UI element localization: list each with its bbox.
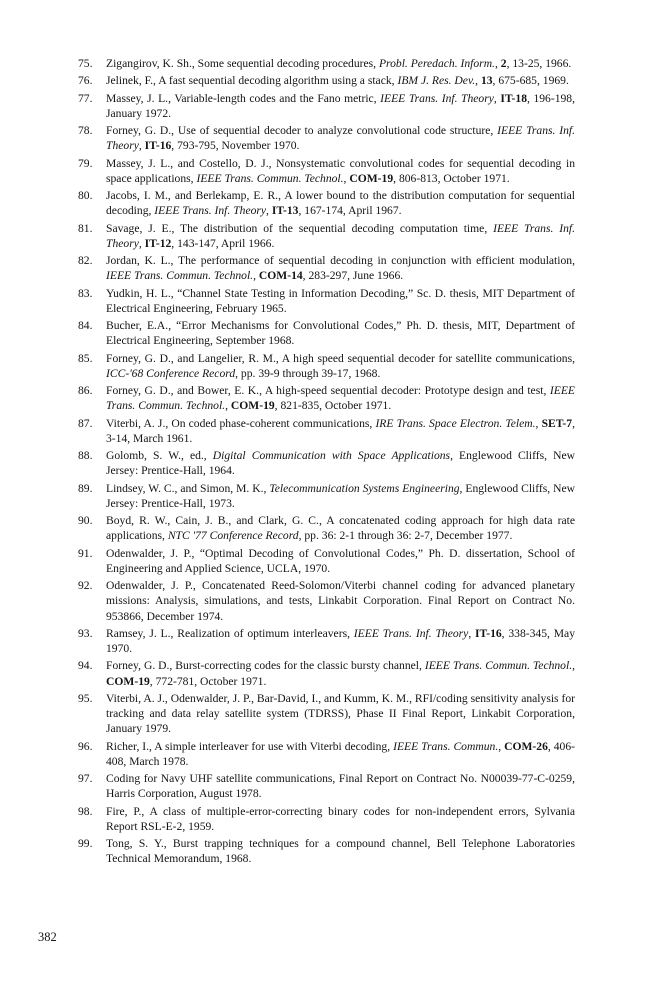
reference-volume: 13 (480, 74, 493, 88)
reference-segment: , 143-147, April 1966. (171, 236, 275, 250)
reference-source-title: IEEE Trans. Inf. Theory (106, 221, 575, 250)
reference-volume: COM-19 (349, 171, 394, 185)
reference-item (78, 836, 575, 866)
reference-text (106, 124, 575, 152)
reference-segment: Bucher, E.A., “Error Mechanisms for Convolutional Codes,” Ph. D. thesis, MIT, Department of Electrical Engineering, September 1968. (106, 319, 575, 348)
reference-segment: Richer, I., A simple interleaver for use with Viterbi decoding, (106, 739, 394, 753)
reference-source-title: Probl. Peredach. Inform. (378, 57, 495, 70)
reference-volume: IT-18 (500, 91, 527, 105)
reference-item (78, 626, 575, 656)
reference-number: 97. (78, 772, 93, 785)
reference-segment: Boyd, R. W., Cain, J. B., and Clark, G. C., A concatenated coding approach for high data rate applications, (106, 514, 575, 543)
reference-segment: , 675-685, 1969. (492, 74, 569, 88)
reference-number: 91. (78, 546, 93, 560)
reference-number: 85. (78, 351, 93, 365)
reference-segment: , 167-174, April 1967. (298, 204, 402, 218)
reference-text (106, 837, 575, 865)
reference-item (78, 481, 575, 511)
reference-item (78, 771, 575, 801)
reference-text (106, 627, 575, 655)
reference-item (78, 448, 575, 478)
reference-segment: Viterbi, A. J., On coded phase-coherent communications, (106, 416, 376, 430)
reference-number: 99. (78, 837, 93, 850)
reference-segment: , (266, 204, 272, 218)
reference-item (78, 156, 575, 186)
reference-source-title: IEEE Trans. Inf. Theory (380, 91, 494, 105)
reference-item (78, 318, 575, 348)
reference-text (106, 319, 575, 347)
reference-item (78, 416, 575, 446)
reference-text (106, 579, 575, 622)
reference-segment: , 406-408, March 1978. (106, 739, 575, 768)
reference-text (106, 514, 575, 542)
reference-item (78, 351, 575, 381)
reference-number: 80. (78, 189, 93, 203)
reference-source-title: IBM J. Res. Dev. (397, 74, 476, 88)
reference-segment: Jacobs, I. M., and Berlekamp, E. R., A lower bound to the distribution computation for sequential decoding, (106, 189, 575, 218)
reference-segment: , (253, 269, 259, 283)
reference-segment: Massey, J. L., Variable-length codes and the Fano metric, (106, 91, 381, 105)
reference-item (78, 578, 575, 624)
reference-segment: Odenwalder, J. P., Concatenated Reed-Solomon/Viterbi channel coding for advanced planetary missions: Analysis, simulations, and tests, Linkabit Corporation. Final Report on Contract No. 953866, December 1974. (106, 579, 575, 623)
reference-text (106, 805, 575, 833)
reference-source-title: IEEE Trans. Commun. (393, 739, 499, 753)
reference-segment: , (468, 626, 476, 640)
reference-item (78, 739, 575, 769)
reference-segment: , (572, 659, 576, 673)
reference-segment: , 283-297, June 1966. (302, 269, 404, 283)
reference-number: 82. (78, 254, 93, 268)
reference-number: 95. (78, 691, 93, 705)
reference-segment: Yudkin, H. L., “Channel State Testing in Information Decoding,” Sc. D. thesis, MIT Department of Electrical Engineering, February 1965. (106, 286, 575, 315)
reference-item (78, 546, 575, 576)
reference-number: 89. (78, 481, 93, 495)
reference-number: 94. (78, 659, 93, 673)
reference-text (106, 57, 571, 70)
reference-item (78, 658, 575, 688)
reference-text (106, 352, 575, 380)
reference-segment: Odenwalder, J. P., “Optimal Decoding of Convolutional Codes,” Ph. D. dissertation, School of Engineering and Applied Science, UCLA, 1970. (106, 546, 575, 575)
reference-text (106, 449, 575, 477)
reference-segment: , 3-14, March 1961. (106, 416, 575, 445)
reference-text (106, 482, 575, 510)
reference-segment: , (498, 739, 505, 753)
reference-number: 79. (78, 156, 93, 170)
page-number: 382 (38, 930, 57, 944)
reference-segment: Jordan, K. L., The performance of sequential decoding in conjunction with efficient modulation, (106, 254, 575, 268)
reference-volume: IT-12 (144, 236, 172, 250)
reference-segment: , 338-345, May 1970. (106, 626, 575, 655)
reference-segment: Ramsey, J. L., Realization of optimum interleavers, (106, 626, 354, 640)
reference-volume: SET-7 (541, 416, 573, 430)
reference-source-title: NTC '77 Conference Record (167, 529, 299, 543)
reference-number: 93. (78, 626, 93, 640)
reference-text (106, 92, 575, 120)
reference-source-title: IEEE Trans. Commun. Technol. (196, 171, 344, 185)
reference-text (106, 74, 569, 87)
reference-item (78, 91, 575, 121)
reference-number: 87. (78, 416, 93, 430)
reference-segment: Forney, G. D., and Bower, E. K., A high-speed sequential decoder: Prototype design and test, (106, 384, 550, 398)
reference-text (106, 740, 575, 768)
reference-segment: Zigangirov, K. Sh., Some sequential decoding procedures, (106, 57, 379, 70)
reference-item (78, 691, 575, 737)
reference-item (78, 383, 575, 413)
reference-segment: , pp. 36: 2-1 through 36: 2-7, December 1977. (298, 529, 513, 543)
reference-source-title: Telecommunication Systems Engineering (269, 481, 460, 495)
reference-segment: , Englewood Cliffs, New Jersey: Prentice-Hall, 1973. (106, 481, 575, 510)
reference-segment: , (343, 171, 350, 185)
reference-text (106, 189, 575, 217)
reference-source-title: IRE Trans. Space Electron. Telem. (375, 416, 536, 430)
reference-segment: , 772-781, October 1971. (149, 674, 267, 688)
reference-segment: , (475, 74, 481, 88)
reference-number: 75. (78, 57, 93, 70)
reference-item (78, 56, 575, 71)
reference-text (106, 692, 575, 735)
reference-segment: Tong, S. Y., Burst trapping techniques for a compound channel, Bell Telephone Laboratories Technical Memorandum, 1968. (106, 837, 575, 866)
reference-number: 88. (78, 449, 93, 463)
reference-text (106, 254, 575, 282)
reference-volume: IT-16 (144, 139, 172, 153)
reference-number: 96. (78, 739, 93, 753)
reference-volume: COM-14 (258, 269, 303, 283)
reference-segment: Fire, P., A class of multiple-error-correcting binary codes for non-independent errors, Sylvania Report RSL-E-2, 1959. (106, 804, 575, 833)
reference-segment: , (493, 91, 501, 105)
reference-segment: , Englewood Cliffs, New Jersey: Prentice-Hall, 1964. (106, 449, 576, 478)
reference-item (78, 513, 575, 543)
reference-segment: Forney, G. D., Use of sequential decoder to analyze convolutional code structure, (106, 124, 498, 138)
reference-segment: , (225, 399, 231, 413)
reference-source-title: IEEE Trans. Commun. Technol. (106, 384, 575, 413)
reference-number: 77. (78, 91, 93, 105)
reference-text (106, 772, 575, 800)
reference-item (78, 188, 575, 218)
reference-source-title: IEEE Trans. Inf. Theory (353, 626, 469, 640)
reference-segment: Forney, G. D., Burst-correcting codes for the classic bursty channel, (106, 659, 425, 673)
reference-source-title: IEEE Trans. Commun. Technol. (424, 659, 573, 673)
reference-volume: 2 (500, 57, 507, 70)
reference-item (78, 804, 575, 834)
reference-text (106, 417, 575, 445)
reference-volume: IT-13 (271, 204, 299, 218)
reference-segment: Lindsey, W. C., and Simon, M. K., (106, 481, 270, 495)
reference-volume: COM-19 (230, 399, 275, 413)
reference-segment: , 196-198, January 1972. (106, 91, 575, 120)
reference-item (78, 221, 575, 251)
reference-segment: Massey, J. L., and Costello, D. J., Nonsystematic convolutional codes for sequential decoding in space applications, (106, 156, 575, 185)
reference-text (106, 384, 575, 412)
reference-segment: , (535, 416, 542, 430)
reference-segment: , pp. 39-9 through 39-17, 1968. (235, 366, 381, 380)
reference-segment: , (138, 139, 145, 153)
reference-source-title: IEEE Trans. Inf. Theory (154, 204, 267, 218)
reference-segment: Coding for Navy UHF satellite communications, Final Report on Contract No. N00039-77-C-0259, Harris Corporation, August 1978. (106, 772, 575, 801)
reference-volume: IT-16 (475, 626, 502, 640)
reference-text (106, 157, 575, 185)
reference-segment: Savage, J. E., The distribution of the sequential decoding computation time, (106, 221, 494, 235)
reference-source-title: IEEE Trans. Commun. Technol. (106, 269, 254, 283)
reference-number: 92. (78, 579, 93, 593)
reference-item (78, 73, 575, 88)
reference-source-title: ICC-'68 Conference Record (106, 366, 236, 380)
reference-number: 84. (78, 319, 93, 333)
reference-item (78, 286, 575, 316)
reference-segment: , 793-795, November 1970. (171, 139, 300, 153)
reference-segment: , 821-835, October 1971. (274, 399, 392, 413)
reference-source-title: IEEE Trans. Inf. Theory (106, 124, 576, 153)
reference-number: 78. (78, 124, 93, 138)
reference-segment: Golomb, S. W., ed., (106, 449, 213, 463)
reference-text (106, 287, 575, 315)
reference-source-title: Digital Communication with Space Applications (212, 449, 451, 463)
reference-segment: , 806-813, October 1971. (393, 171, 510, 185)
reference-number: 83. (78, 286, 93, 300)
reference-text (106, 222, 575, 250)
reference-volume: COM-26 (504, 739, 548, 753)
reference-number: 76. (78, 74, 93, 88)
reference-text (106, 659, 575, 687)
reference-text (106, 547, 575, 575)
reference-segment: Viterbi, A. J., Odenwalder, J. P., Bar-David, I., and Kumm, K. M., RFI/coding sensitivity analysis for tracking and data relay satellite system (TDRSS), Phase II Final Report, Linkabit Corporation, January 1979. (106, 691, 575, 736)
reference-item (78, 123, 575, 153)
reference-segment: Jelinek, F., A fast sequential decoding algorithm using a stack, (106, 74, 398, 88)
reference-list (78, 56, 575, 869)
reference-number: 90. (78, 514, 93, 528)
reference-segment: Forney, G. D., and Langelier, R. M., A high speed sequential decoder for satellite communications, (106, 351, 575, 365)
reference-segment: , (494, 57, 501, 70)
reference-number: 98. (78, 804, 93, 818)
reference-number: 81. (78, 221, 93, 235)
reference-number: 86. (78, 384, 93, 398)
reference-segment: , 13-25, 1966. (506, 57, 572, 70)
reference-segment: , (138, 236, 145, 250)
reference-item (78, 253, 575, 283)
reference-volume: COM-19 (106, 674, 150, 688)
